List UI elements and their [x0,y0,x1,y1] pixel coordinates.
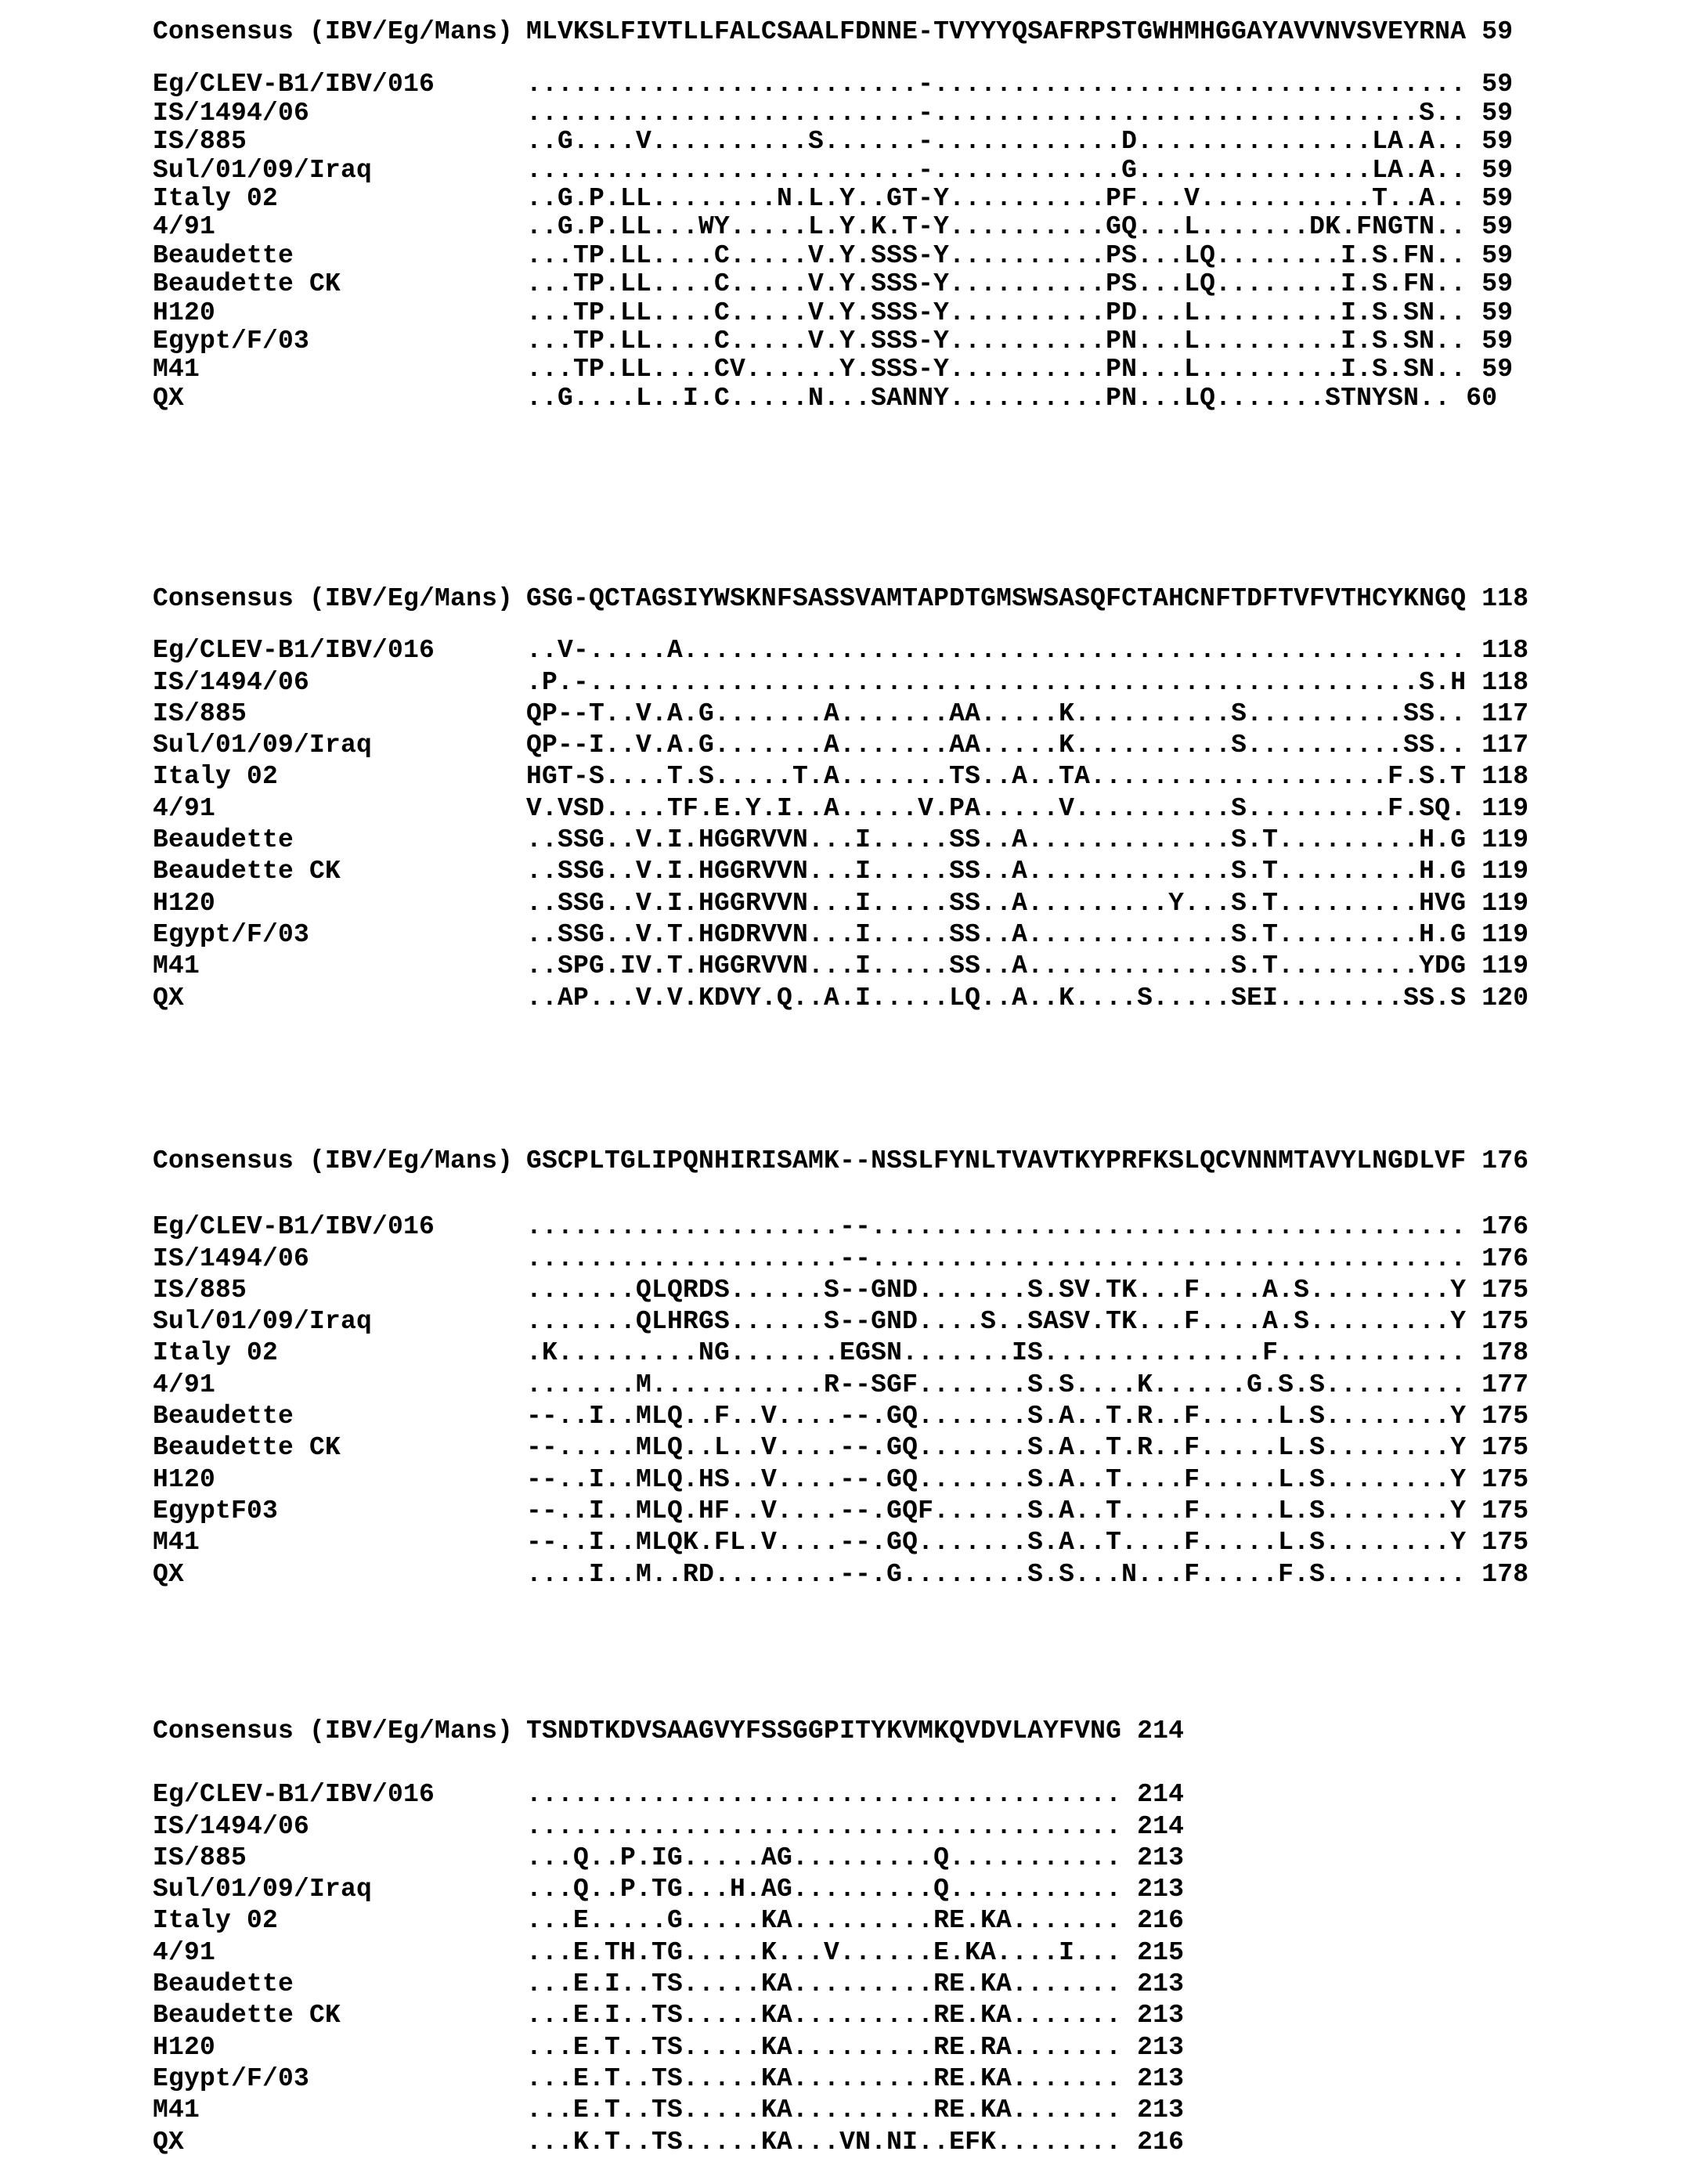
sequence: .P.-.....................................................S.H 118 [526,667,1529,697]
strain-name: Beaudette [153,1969,294,1999]
sequence: QP--I..V.A.G.......A.......AA.....K..........S..........SS.. 117 [526,731,1529,760]
sequence-row [0,857,1707,888]
sequence-row [0,184,1707,212]
sequence: ...TP.LL....CV......Y.SSS-Y..........PN...L.........I.S.SN.. 59 [526,355,1514,384]
strain-name: Beaudette [153,1402,294,1431]
sequence: ....I..M..RD........--.G........S.S...N...F.....F.S......... 178 [526,1559,1529,1589]
sequence: ...TP.LL....C.....V.Y.SSS-Y..........PD...L.........I.S.SN.. 59 [526,298,1514,327]
sequence-row [0,699,1707,731]
sequence: ...TP.LL....C.....V.Y.SSS-Y..........PS...LQ........I.S.FN.. 59 [526,269,1514,299]
alignment-block-3 [0,1146,1707,1591]
alignment-block-4 [0,1717,1707,2159]
sequence: --.....MLQ..L..V....--.GQ.......S.A..T.R..F.....L.S........Y 175 [526,1433,1529,1463]
sequence-row [0,1969,1707,2001]
strain-name: Italy 02 [153,1906,279,1936]
sequence: V.VSD....TF.E.Y.I..A.....V.PA.....V..........S.........F.SQ. 119 [526,793,1529,823]
strain-name: H120 [153,1464,216,1494]
strain-name: Italy 02 [153,762,279,792]
sequence: .......M...........R--SGF.......S.S....K......G.S.S......... 177 [526,1370,1529,1399]
sequence-row [0,327,1707,355]
sequence: ...E.T..TS.....KA.........RE.RA....... 213 [526,2032,1185,2062]
sequence-row [0,1560,1707,1591]
sequence-row [0,825,1707,857]
sequence: ..SPG.IV.T.HGGRVVN...I.....SS..A.............S.T.........YDG 119 [526,951,1529,981]
strain-name: 4/91 [153,212,216,242]
block-gap [0,615,1707,636]
sequence-row [0,2001,1707,2032]
sequence: ..SSG..V.T.HGDRVVN...I.....SS..A.............S.T.........H.G 119 [526,919,1529,949]
consensus-row [0,1717,1707,1748]
sequence: --..I..MLQ.HF..V....--.GQF......S.A..T....F.....L.S........Y 175 [526,1496,1529,1525]
sequence: ...E.TH.TG.....K...V......E.KA....I... 215 [526,1937,1185,1967]
sequence: ..SSG..V.I.HGGRVVN...I.....SS..A.........Y...S.T.........HVG 119 [526,888,1529,918]
sequence: .........................-............G...............LA.A.. 59 [526,155,1514,185]
sequence-row [0,1843,1707,1875]
sequence-row [0,384,1707,412]
sequence-row [0,1338,1707,1370]
alignment-block-1 [0,17,1707,412]
sequence: ...Q..P.IG.....AG.........Q........... 213 [526,1843,1185,1872]
sequence-row [0,298,1707,327]
sequence: ..V-.....A.................................................. 118 [526,636,1529,666]
strain-name: Beaudette CK [153,2001,341,2031]
sequence-row [0,212,1707,240]
sequence-row [0,1938,1707,1969]
sequence-row [0,1465,1707,1496]
sequence: ..SSG..V.I.HGGRVVN...I.....SS..A.............S.T.........H.G 119 [526,857,1529,886]
strain-name: QX [153,983,185,1013]
strain-name: Eg/CLEV-B1/IBV/016 [153,1780,435,1810]
strain-name: 4/91 [153,1370,216,1399]
block-gap [0,1178,1707,1212]
strain-name: Beaudette [153,240,294,270]
sequence-row [0,1244,1707,1276]
sequence-row [0,794,1707,825]
strain-name: Italy 02 [153,1338,279,1368]
sequence-row [0,1276,1707,1307]
strain-name: Egypt/F/03 [153,2063,310,2093]
sequence-row [0,1433,1707,1464]
strain-name: QX [153,2127,185,2157]
sequence-row [0,1370,1707,1402]
sequence: ...TP.LL....C.....V.Y.SSS-Y..........PN...L.........I.S.SN.. 59 [526,326,1514,356]
sequence: ....................--...................................... 176 [526,1212,1529,1242]
sequence-row [0,241,1707,269]
sequence-row [0,984,1707,1015]
strain-name: IS/885 [153,699,247,728]
strain-name: IS/1494/06 [153,98,310,128]
strain-name: IS/885 [153,1275,247,1305]
sequence: ..SSG..V.I.HGGRVVN...I.....SS..A.............S.T.........H.G 119 [526,825,1529,855]
strain-name: Beaudette CK [153,1433,341,1463]
strain-name: Eg/CLEV-B1/IBV/016 [153,1212,435,1242]
strain-name: Egypt/F/03 [153,919,310,949]
sequence-row [0,668,1707,699]
consensus-label: Consensus (IBV/Eg/Mans) [153,584,514,613]
strain-name: Sul/01/09/Iraq [153,155,373,185]
sequence-row [0,2033,1707,2064]
strain-name: IS/1494/06 [153,1811,310,1841]
sequence-row [0,99,1707,127]
strain-name: 4/91 [153,793,216,823]
sequence-row [0,1402,1707,1433]
strain-name: QX [153,383,185,413]
sequence: --..I..MLQK.FL.V....--.GQ.......S.A..T....F.....L.S........Y 175 [526,1528,1529,1558]
sequence: ...................................... 214 [526,1780,1185,1810]
strain-name: Eg/CLEV-B1/IBV/016 [153,70,435,99]
strain-name: EgyptF03 [153,1496,279,1525]
strain-name: Sul/01/09/Iraq [153,1875,373,1904]
strain-name: IS/885 [153,127,247,157]
sequence-row [0,1496,1707,1528]
sequence-row [0,269,1707,298]
strain-name: 4/91 [153,1937,216,1967]
sequence: .........................-.................................. 59 [526,70,1514,99]
sequence: ...E.....G.....KA.........RE.KA....... 216 [526,1906,1185,1936]
strain-name: Beaudette CK [153,857,341,886]
strain-name: Beaudette [153,825,294,855]
sequence-row [0,1812,1707,1843]
sequence-row [0,889,1707,920]
sequence: ...................................... 214 [526,1811,1185,1841]
consensus-sequence: MLVKSLFIVTLLFALCSAALFDNNE-TVYYYQSAFRPSTGWHMHGGAYAVVNVSVEYRNA 59 [526,17,1514,46]
strain-name: H120 [153,2032,216,2062]
consensus-row [0,584,1707,615]
sequence-row [0,1307,1707,1338]
sequence-row [0,1528,1707,1559]
strain-name: M41 [153,951,200,981]
strain-name: IS/1494/06 [153,1244,310,1273]
consensus-sequence: GSCPLTGLIPQNHIRISAMK--NSSLFYNLTVAVTKYPRFKSLQCVNNMTAVYLNGDLVF 176 [526,1146,1529,1175]
sequence-row [0,2064,1707,2096]
sequence-row [0,156,1707,184]
strain-name: H120 [153,888,216,918]
strain-name: Egypt/F/03 [153,326,310,356]
sequence: ..G....V..........S......-............D...............LA.A.. 59 [526,127,1514,157]
sequence-row [0,2096,1707,2127]
sequence: ...E.T..TS.....KA.........RE.KA....... 213 [526,2096,1185,2125]
sequence-row [0,355,1707,383]
sequence-row [0,2128,1707,2159]
sequence: ..G.P.LL...WY.....L.Y.K.T-Y..........GQ...L.......DK.FNGTN.. 59 [526,212,1514,242]
consensus-label: Consensus (IBV/Eg/Mans) [153,17,514,46]
sequence: QP--T..V.A.G.......A.......AA.....K..........S..........SS.. 117 [526,699,1529,728]
sequence: ..G.P.LL........N.L.Y..GT-Y..........PF...V...........T..A.. 59 [526,183,1514,213]
sequence: ...E.I..TS.....KA.........RE.KA....... 213 [526,1969,1185,1999]
consensus-sequence: GSG-QCTAGSIYWSKNFSASSVAMTAPDTGMSWSASQFCTAHCNFTDFTVFVTHCYKNGQ 118 [526,584,1529,613]
strain-name: Sul/01/09/Iraq [153,731,373,760]
sequence: ..AP...V.V.KDVY.Q..A.I.....LQ..A..K....S.....SEI........SS.S 120 [526,983,1529,1013]
strain-name: Sul/01/09/Iraq [153,1307,373,1337]
consensus-sequence: TSNDTKDVSAAGVYFSSGGPITYKVMKQVDVLAYFVNG 214 [526,1717,1185,1745]
sequence: .......QLQRDS......S--GND.......S.SV.TK...F....A.S.........Y 175 [526,1275,1529,1305]
block-gap [0,45,1707,70]
consensus-row [0,1146,1707,1178]
sequence-row [0,731,1707,762]
consensus-row [0,17,1707,45]
sequence: ...E.I..TS.....KA.........RE.KA....... 213 [526,2001,1185,2031]
strain-name: H120 [153,298,216,327]
sequence-row [0,1906,1707,1937]
strain-name: QX [153,1559,185,1589]
strain-name: IS/1494/06 [153,667,310,697]
sequence-row [0,1212,1707,1244]
sequence: ...Q..P.TG...H.AG.........Q........... 213 [526,1875,1185,1904]
sequence-row [0,636,1707,667]
strain-name: IS/885 [153,1843,247,1872]
sequence: ...K.T..TS.....KA...VN.NI..EFK........ 216 [526,2127,1185,2157]
consensus-label: Consensus (IBV/Eg/Mans) [153,1717,514,1745]
sequence: ...TP.LL....C.....V.Y.SSS-Y..........PS...LQ........I.S.FN.. 59 [526,240,1514,270]
sequence: ....................--...................................... 176 [526,1244,1529,1273]
sequence-row [0,762,1707,793]
sequence-row [0,127,1707,155]
sequence: --..I..MLQ.HS..V....--.GQ.......S.A..T....F.....L.S........Y 175 [526,1464,1529,1494]
sequence: ...E.T..TS.....KA.........RE.KA....... 213 [526,2063,1185,2093]
strain-name: Beaudette CK [153,269,341,299]
strain-name: Eg/CLEV-B1/IBV/016 [153,636,435,666]
strain-name: M41 [153,2096,200,2125]
sequence: .K.........NG.......EGSN.......IS..............F............ 178 [526,1338,1529,1368]
sequence: HGT-S....T.S.....T.A.......TS..A..TA...................F.S.T 118 [526,762,1529,792]
strain-name: M41 [153,355,200,384]
sequence-row [0,951,1707,983]
block-gap [0,1748,1707,1780]
alignment-block-2 [0,584,1707,1015]
sequence-row [0,920,1707,951]
sequence: ..G....L..I.C.....N...SANNY..........PN...LQ.......STNYSN.. 60 [526,383,1498,413]
strain-name: M41 [153,1528,200,1558]
sequence: --..I..MLQ..F..V....--.GQ.......S.A..T.R..F.....L.S........Y 175 [526,1402,1529,1431]
strain-name: Italy 02 [153,183,279,213]
sequence-row [0,1875,1707,1906]
sequence: .........................-...............................S.. 59 [526,98,1514,128]
consensus-label: Consensus (IBV/Eg/Mans) [153,1146,514,1175]
sequence: .......QLHRGS......S--GND....S..SASV.TK...F....A.S.........Y 175 [526,1307,1529,1337]
sequence-row [0,70,1707,98]
sequence-row [0,1780,1707,1811]
